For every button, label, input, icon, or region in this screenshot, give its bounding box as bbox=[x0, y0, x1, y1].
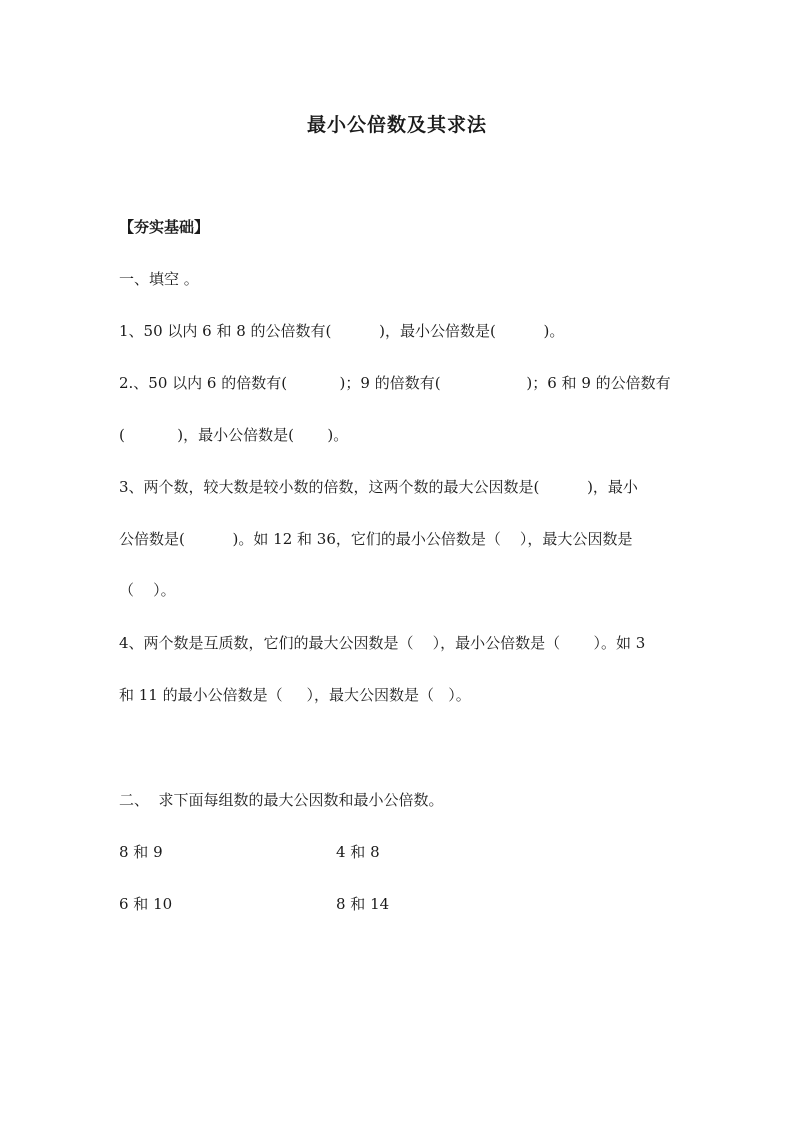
pair-left: 6 和 10 bbox=[119, 895, 173, 913]
question-4-line-2: 和 11 的最小公倍数是（ ），最大公因数是（ ）。 bbox=[119, 686, 471, 704]
part1-heading: 一、填空 。 bbox=[119, 270, 199, 288]
question-3-line-2: 公倍数是( )。如 12 和 36，它们的最小公倍数是（ ），最大公因数是 bbox=[119, 530, 633, 548]
question-2-line-1: 2.、50 以内 6 的倍数有( )；9 的倍数有( )；6 和 9 的公倍数有 bbox=[119, 374, 671, 392]
question-2-line-2: ( )，最小公倍数是( )。 bbox=[119, 426, 349, 444]
page-title: 最小公倍数及其求法 bbox=[306, 114, 487, 136]
question-4-line-1: 4、两个数是互质数，它们的最大公因数是（ ），最小公倍数是（ ）。如 3 bbox=[119, 634, 646, 652]
pair-right: 4 和 8 bbox=[336, 843, 380, 861]
question-3-line-1: 3、两个数，较大数是较小数的倍数，这两个数的最大公因数是( )，最小 bbox=[119, 478, 638, 496]
question-3-line-3: （ ）。 bbox=[119, 581, 176, 599]
pair-right: 8 和 14 bbox=[336, 895, 390, 913]
pair-left: 8 和 9 bbox=[119, 843, 163, 861]
question-1: 1、50 以内 6 和 8 的公倍数有( )，最小公倍数是( )。 bbox=[119, 322, 565, 340]
section-heading: 【夯实基础】 bbox=[119, 218, 210, 236]
part2-heading: 二、 求下面每组数的最大公因数和最小公倍数。 bbox=[119, 791, 444, 809]
